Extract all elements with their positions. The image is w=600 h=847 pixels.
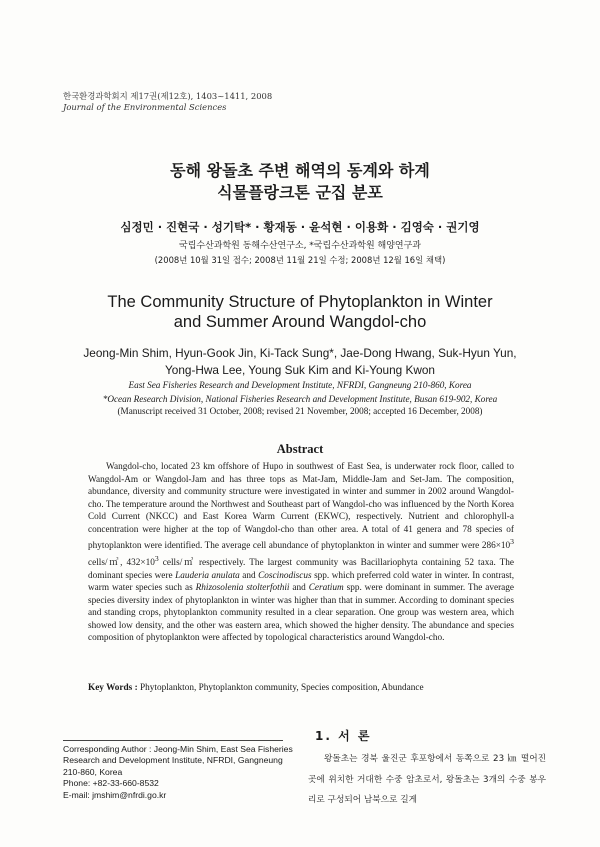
abundance-winter-unit: cells/㎥, [88,557,127,568]
korean-dates: (2008년 10월 31일 접수; 2008년 11월 21일 수정; 2008년 12월 16일 채택) [154,255,446,265]
english-title [0,292,600,332]
english-affiliation-line1: East Sea Fisheries Research and Development Institute, NFRDI, Gangneung 210-860, Korea [128,380,472,390]
species-ceratium: Ceratium [308,583,344,594]
species-lauderia: Lauderia anulata [175,570,240,581]
english-authors-line2: Yong-Hwa Lee, Young Suk Kim and Ki-Young Kwon [165,363,435,377]
abstract-body [88,461,514,645]
abstract-text-2: respectively. The largest community was Bacillariophyta containing 52 taxa. The dominant species were [88,557,515,581]
english-authors [0,345,600,379]
korean-affiliation: 국립수산과학원 동해수산연구소, *국립수산과학원 해양연구과 [179,241,421,251]
abundance-summer-exponent: 3 [154,553,159,563]
korean-title [0,160,600,204]
english-affiliation [0,379,600,406]
abundance-summer-unit: cells/㎥ [158,557,195,568]
corresponding-line2: Research and Development Institute, NFRDI, Gangneung [63,755,283,766]
korean-title-line2: 식물플랑크톤 군집 분포 [217,183,383,202]
journal-en: Journal of the Environmental Sciences [63,102,227,112]
english-authors-line1: Jeong-Min Shim, Hyun-Gook Jin, Ki-Tack Sung*, Jae-Dong Hwang, Suk-Hyun Yun, [83,346,517,360]
section-introduction-heading: 1. 서 론 [315,729,372,743]
english-dates: (Manuscript received 31 October, 2008; revised 21 November, 2008; accepted 16 December, 2008) [117,406,483,416]
keywords-text: Phytoplankton, Phytoplankton community, Species composition, Abundance [137,683,424,693]
corresponding-email: E-mail: jmshim@nfrdi.go.kr [63,789,167,800]
journal-kr: 한국환경과학회지 제17권(제12호), 1403~1411, 2008 [63,91,273,101]
abundance-summer: 432×10 [126,557,155,568]
journal-header [63,91,272,113]
abstract-heading: Abstract [276,442,324,456]
footnote-divider [63,740,283,741]
corresponding-phone: Phone: +82-33-660-8532 [63,778,159,789]
species-coscinodiscus: Coscinodiscus [258,570,312,581]
species-rhizosolenia: Rhizosolenia stolterfothii [195,583,290,594]
abstract-text-4: spp. were dominant in summer. The average species diversity index of phytoplankton in winter was higher than that in summer. According to dominant species and standing crops, phytoplankton community resulted in a clear separation. One group was western area, which showed low density, and the other was eastern area, which showed the higher density. The abundance and species composition of phytoplankton were affected by topological characteristics around Wangdol-cho. [88,583,514,644]
corresponding-line1: Corresponding Author : Jeong-Min Shim, East Sea Fisheries [63,744,293,754]
corresponding-author [63,744,303,801]
abundance-winter: 286×10 [481,541,511,552]
abstract-and-1: and [239,570,259,581]
english-title-line2: and Summer Around Wangdol-cho [173,313,427,331]
section-introduction-body: 왕돌초는 경북 울진군 후포항에서 동쪽으로 23 ㎞ 떨어진 곳에 위치한 거대한 수중 암초로서, 왕돌초는 3개의 수중 봉우리로 구성되어 남북으로 길게 [308,754,546,805]
abstract-text-1: Wangdol-cho, located 23 km offshore of Hupo in southwest of East Sea, is underwater rock floor, called to Wangdol-Am or Wangdol-Jam and has three tops as Mat-Jam, Middle-Jam and Set-Jam. The composition, abundance, diversity and community structure were investigated in winter and summer in 2002 around Wangdol-cho. The temperature around the Northwest and Southeast part of Wangdol-cho was influenced by the North Korea Cold Current (NKCC) and East Korea Warm Current (EKWC), respectively. Nutrient and chlorophyll-a concentration were higher at the top of Wangdol-cho than other area. A total of 41 genera and 78 species of phytoplankton were identified. The average cell abundance of phytoplankton in winter and summer were [88,462,514,552]
abundance-winter-exponent: 3 [510,537,514,547]
keywords-label: Key Words : [88,683,138,693]
english-title-line1: The Community Structure of Phytoplankton in Winter [107,293,493,311]
korean-authors: 심정민 · 진현국 · 성기탁* · 황재동 · 윤석현 · 이용화 · 김영숙 · 권기영 [120,220,480,234]
abstract-text-3: spp. which preferred cold water in winter. In contrast, warm water species such as [88,570,515,594]
korean-title-line1: 동해 왕돌초 주변 해역의 동계와 하계 [170,161,430,180]
abstract-and-2: and [289,583,309,594]
corresponding-line3: 210-860, Korea [63,766,123,777]
english-affiliation-line2: *Ocean Research Division, National Fisheries Research and Development Institute, Busan 619-902, Korea [102,393,498,404]
keywords [88,683,518,693]
